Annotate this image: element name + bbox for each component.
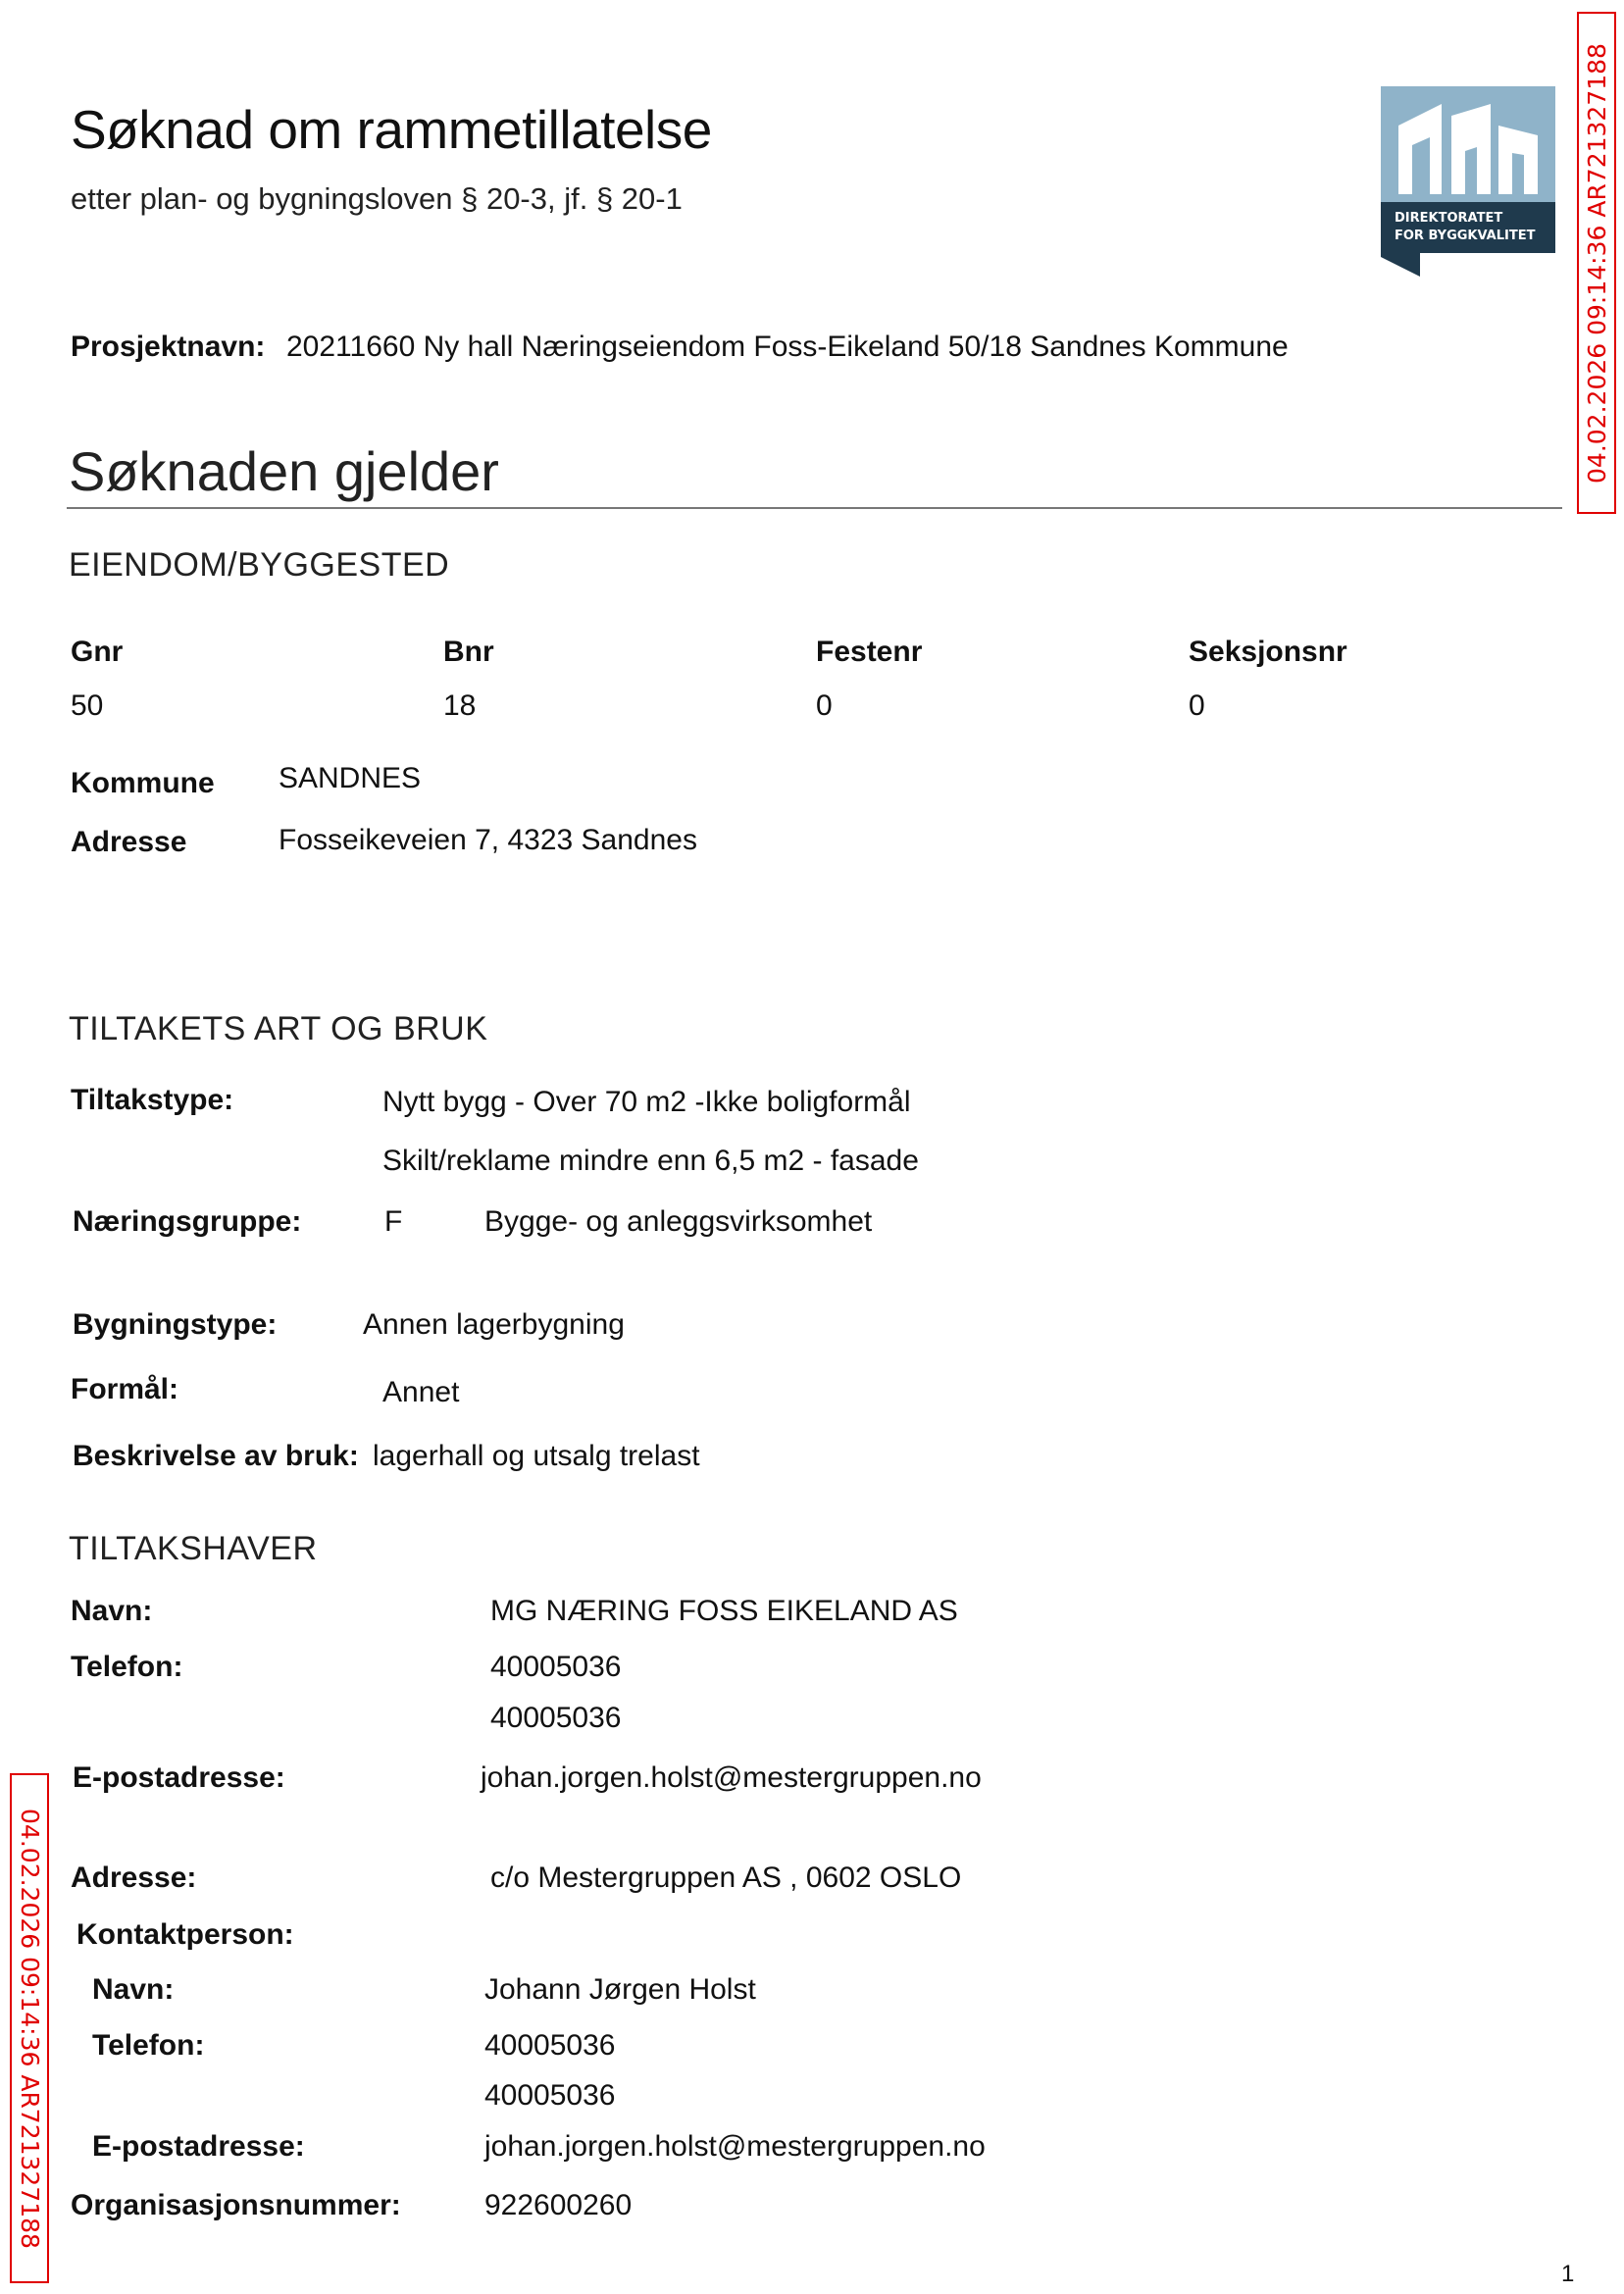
org-number-label: Organisasjonsnummer: <box>71 2189 401 2221</box>
dibk-logo <box>1381 86 1555 277</box>
project-value: 20211660 Ny hall Næringseiendom Foss-Eikeland 50/18 Sandnes Kommune <box>286 331 1289 363</box>
seksjonsnr-label: Seksjonsnr <box>1189 636 1347 668</box>
contact-phone-label: Telefon: <box>92 2029 205 2062</box>
bnr-value: 18 <box>443 689 477 722</box>
municipality-value: SANDNES <box>279 762 422 794</box>
building-type-value: Annen lagerbygning <box>363 1308 625 1341</box>
seksjonsnr-value: 0 <box>1189 689 1205 722</box>
section-divider <box>67 507 1562 509</box>
municipality-label: Kommune <box>71 767 215 799</box>
usage-label: Beskrivelse av bruk: <box>73 1440 359 1472</box>
address-label: Adresse <box>71 826 187 858</box>
gnr-value: 50 <box>71 689 104 722</box>
industry-name: Bygge- og anleggsvirksomhet <box>484 1205 873 1238</box>
applicant-phone-label: Telefon: <box>71 1651 183 1683</box>
timestamp-stamp-top <box>1577 12 1616 514</box>
measure-type-1: Nytt bygg - Over 70 m2 -Ikke boligformål <box>382 1086 911 1118</box>
measure-heading: TILTAKETS ART OG BRUK <box>69 1010 488 1047</box>
measure-type-2: Skilt/reklame mindre enn 6,5 m2 - fasade <box>382 1145 919 1177</box>
measure-type-label: Tiltakstype: <box>71 1084 234 1116</box>
usage-value: lagerhall og utsalg trelast <box>373 1440 700 1472</box>
applicant-phone-2: 40005036 <box>490 1702 622 1734</box>
dibk-logo-graphic <box>1381 86 1555 277</box>
contact-person-label: Kontaktperson: <box>76 1918 294 1951</box>
applicant-address-value: c/o Mestergruppen AS , 0602 OSLO <box>490 1861 962 1894</box>
org-number-value: 922600260 <box>484 2189 633 2221</box>
applicant-address-label: Adresse: <box>71 1861 197 1894</box>
applicant-phone-1: 40005036 <box>490 1651 622 1683</box>
document-title: Søknad om rammetillatelse <box>71 99 712 160</box>
industry-code: F <box>384 1205 403 1238</box>
stamp-text: 04.02.2026 09:14:36 AR721327188 <box>15 1808 44 2249</box>
applicant-email-label: E-postadresse: <box>73 1761 285 1794</box>
applicant-name-label: Navn: <box>71 1595 153 1627</box>
contact-phone-2: 40005036 <box>484 2079 616 2112</box>
industry-label: Næringsgruppe: <box>73 1205 302 1238</box>
gnr-label: Gnr <box>71 636 124 668</box>
contact-email-label: E-postadresse: <box>92 2130 305 2163</box>
contact-phone-1: 40005036 <box>484 2029 616 2062</box>
building-type-label: Bygningstype: <box>73 1308 278 1341</box>
purpose-value: Annet <box>382 1376 460 1408</box>
festenr-value: 0 <box>816 689 833 722</box>
purpose-label: Formål: <box>71 1373 179 1405</box>
property-heading: EIENDOM/BYGGESTED <box>69 546 450 584</box>
address-value: Fosseikeveien 7, 4323 Sandnes <box>279 824 697 856</box>
applicant-heading: TILTAKSHAVER <box>69 1530 318 1567</box>
logo-line-2: FOR BYGGKVALITET <box>1395 229 1536 243</box>
applicant-name-value: MG NÆRING FOSS EIKELAND AS <box>490 1595 958 1627</box>
page-number: 1 <box>1561 2261 1575 2287</box>
project-label: Prosjektnavn: <box>71 331 266 363</box>
stamp-text: 04.02.2026 09:14:36 AR721327188 <box>1582 42 1611 484</box>
applicant-email-value: johan.jorgen.holst@mestergruppen.no <box>481 1761 982 1794</box>
bnr-label: Bnr <box>443 636 494 668</box>
contact-name-value: Johann Jørgen Holst <box>484 1973 756 2006</box>
logo-line-1: DIREKTORATET <box>1395 211 1503 226</box>
contact-name-label: Navn: <box>92 1973 175 2006</box>
section-heading: Søknaden gjelder <box>69 440 499 502</box>
document-subtitle: etter plan- og bygningsloven § 20-3, jf. § 20-1 <box>71 181 683 216</box>
contact-email-value: johan.jorgen.holst@mestergruppen.no <box>484 2130 986 2163</box>
festenr-label: Festenr <box>816 636 923 668</box>
timestamp-stamp-bottom <box>10 1773 49 2283</box>
